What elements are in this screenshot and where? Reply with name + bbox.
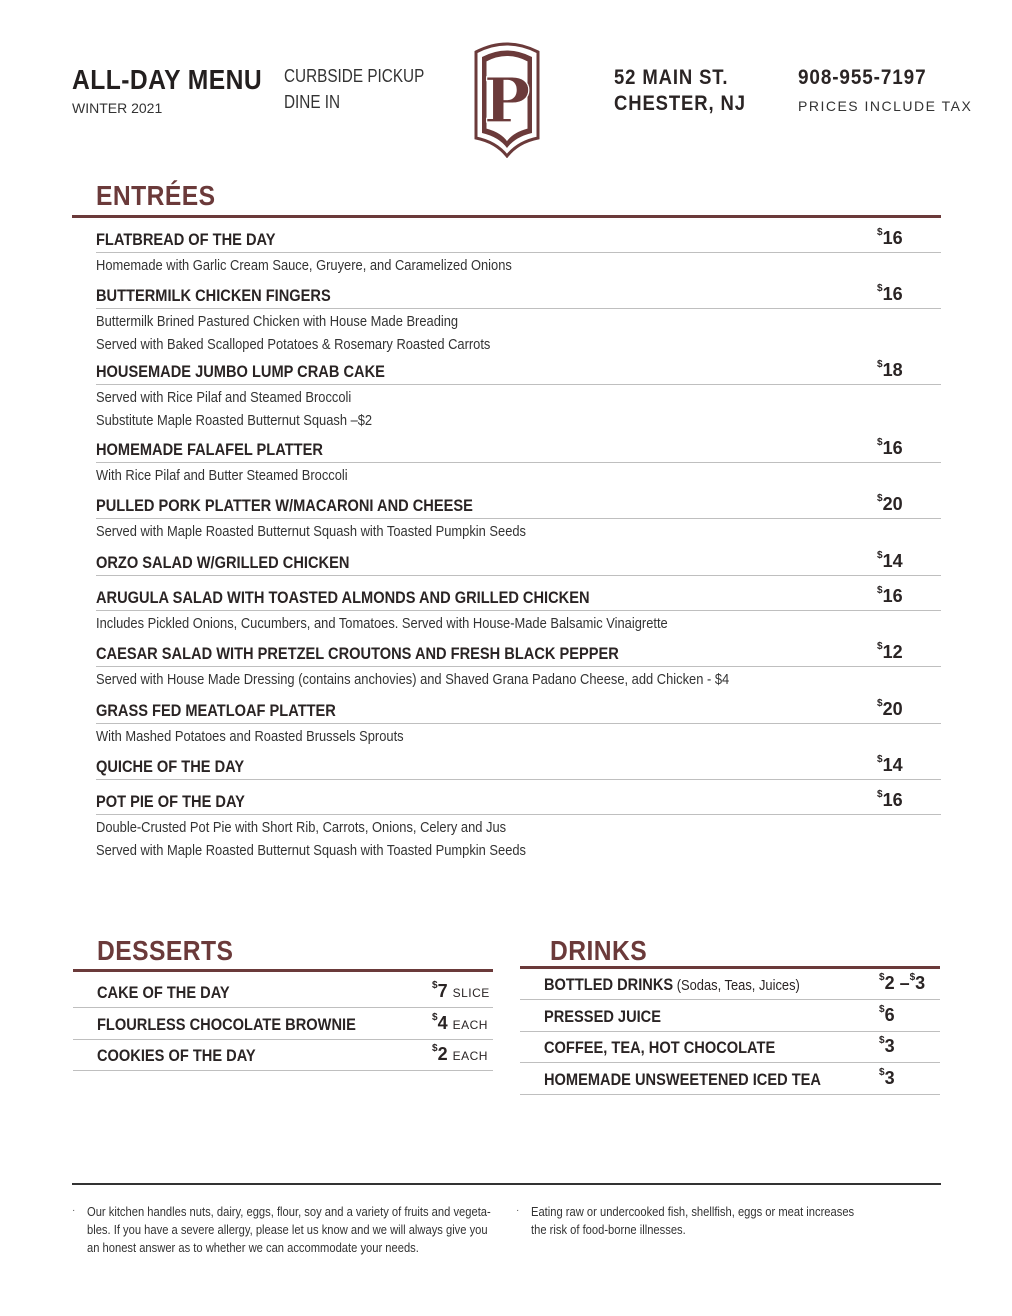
entree-description: Served with Maple Roasted Butternut Squash with Toasted Pumpkin Seeds xyxy=(96,842,527,859)
drink-name xyxy=(544,1070,821,1090)
raw-line: the risk of food-borne illnesses. xyxy=(531,1222,686,1237)
price-value: 6 xyxy=(884,1004,895,1025)
logo-letter: P xyxy=(483,64,531,137)
tax-note: PRICES INCLUDE TAX xyxy=(798,98,973,114)
drink-price xyxy=(879,973,925,994)
desserts-heading: DESSERTS xyxy=(97,935,234,966)
entree-name: ORZO SALAD W/GRILLED CHICKEN xyxy=(96,553,350,572)
drink-note: (Sodas, Teas, Juices) xyxy=(673,977,800,994)
entrees-heading: ENTRÉES xyxy=(96,180,216,211)
entree-item xyxy=(96,585,941,634)
price-value: 2 xyxy=(437,1044,448,1064)
dessert-row xyxy=(73,1040,493,1071)
entree-item xyxy=(96,698,941,747)
drink-name xyxy=(544,1007,661,1027)
drink-name xyxy=(544,1038,775,1058)
footer-bullet: · xyxy=(72,1205,76,1216)
footer-bullet: · xyxy=(516,1205,520,1216)
price-unit: EACH xyxy=(452,1017,488,1032)
price-unit: EACH xyxy=(452,1049,488,1063)
price-value: 7 xyxy=(437,981,448,1001)
entree-price xyxy=(877,755,903,776)
entree-name: BUTTERMILK CHICKEN FINGERS xyxy=(96,286,331,305)
entree-description: With Mashed Potatoes and Roasted Brussels Sprouts xyxy=(96,728,404,745)
entree-name: POT PIE OF THE DAY xyxy=(96,792,245,811)
entree-name: HOUSEMADE JUMBO LUMP CRAB CAKE xyxy=(96,362,385,381)
price-value-max: 3 xyxy=(915,973,926,993)
entree-row xyxy=(96,550,941,576)
allergy-line: Our kitchen handles nuts, dairy, eggs, flour, soy and a variety of fruits and vegeta- xyxy=(87,1204,491,1219)
dessert-row xyxy=(73,1009,493,1040)
drink-name xyxy=(544,975,800,995)
entree-description: Buttermilk Brined Pastured Chicken with House Made Breading xyxy=(96,313,459,330)
currency-sign: $ xyxy=(879,972,885,983)
entree-row xyxy=(96,789,941,815)
price-value: 4 xyxy=(437,1012,448,1033)
currency-sign: $ xyxy=(879,1066,885,1078)
drink-price xyxy=(879,1068,895,1089)
price-value: 16 xyxy=(882,284,903,304)
price-value: 18 xyxy=(882,360,903,380)
entrees-divider xyxy=(72,215,941,218)
entree-price xyxy=(877,494,903,515)
entree-row xyxy=(96,437,941,463)
entree-row xyxy=(96,754,941,780)
entree-name: FLATBREAD OF THE DAY xyxy=(96,230,276,249)
currency-sign: $ xyxy=(877,698,883,709)
entree-row xyxy=(96,359,941,385)
allergy-line: an honest answer as to whether we can accommodate your needs. xyxy=(87,1240,419,1255)
entree-item xyxy=(96,227,941,276)
dessert-name: FLOURLESS CHOCOLATE BROWNIE xyxy=(97,1014,356,1034)
entree-item xyxy=(96,641,941,690)
footer-divider xyxy=(72,1183,941,1185)
drink-price xyxy=(879,1036,895,1057)
currency-sign: $ xyxy=(909,972,916,983)
service-dine-in: DINE IN xyxy=(284,92,341,112)
raw-food-note xyxy=(531,1203,854,1239)
currency-sign: $ xyxy=(432,980,438,991)
price-value: 3 xyxy=(884,1036,895,1056)
entree-item xyxy=(96,437,941,486)
entree-row xyxy=(96,585,941,611)
drink-label: COFFEE, TEA, HOT CHOCOLATE xyxy=(544,1038,776,1057)
currency-sign: $ xyxy=(877,283,883,294)
dessert-price xyxy=(432,1044,488,1065)
entree-name: PULLED PORK PLATTER W/MACARONI AND CHEESE xyxy=(96,496,473,515)
currency-sign: $ xyxy=(877,550,883,561)
entree-name: ARUGULA SALAD WITH TOASTED ALMONDS AND GRILLED CHICKEN xyxy=(96,588,590,607)
desserts-divider xyxy=(73,969,493,972)
currency-sign: $ xyxy=(877,789,883,800)
currency-sign: $ xyxy=(877,227,883,238)
entree-description: Served with Maple Roasted Butternut Squash with Toasted Pumpkin Seeds xyxy=(96,523,527,540)
phone-number[interactable]: 908-955-7197 xyxy=(798,66,927,89)
entree-item xyxy=(96,550,941,576)
entree-item xyxy=(96,493,941,542)
entree-name: HOMEMADE FALAFEL PLATTER xyxy=(96,440,323,459)
currency-sign: $ xyxy=(877,359,883,370)
drinks-heading: DRINKS xyxy=(550,935,648,966)
price-value: 14 xyxy=(882,551,903,571)
price-value: 2 – xyxy=(884,973,910,993)
currency-sign: $ xyxy=(432,1011,438,1023)
entree-price xyxy=(877,284,903,305)
price-value: 3 xyxy=(884,1067,895,1088)
address-city: CHESTER, NJ xyxy=(614,92,746,115)
currency-sign: $ xyxy=(879,1003,885,1015)
entree-description: With Rice Pilaf and Butter Steamed Broccoli xyxy=(96,467,348,484)
entree-description: Substitute Maple Roasted Butternut Squash –$2 xyxy=(96,412,373,429)
allergy-note xyxy=(87,1203,491,1257)
entree-item xyxy=(96,359,941,431)
entree-item xyxy=(96,754,941,780)
service-curbside: CURBSIDE PICKUP xyxy=(284,66,425,86)
price-value: 12 xyxy=(882,642,903,662)
dessert-row xyxy=(73,977,493,1008)
currency-sign: $ xyxy=(877,493,883,504)
price-unit: SLICE xyxy=(452,986,490,1000)
entree-item xyxy=(96,283,941,355)
price-value: 16 xyxy=(882,438,903,458)
currency-sign: $ xyxy=(877,641,883,652)
entree-row xyxy=(96,698,941,724)
drink-row xyxy=(520,1064,940,1095)
entree-name: QUICHE OF THE DAY xyxy=(96,757,245,776)
price-value: 20 xyxy=(882,699,903,719)
entree-price xyxy=(877,228,903,249)
allergy-line: bles. If you have a severe allergy, please let us know and we will always give you xyxy=(87,1222,488,1237)
entree-description: Served with House Made Dressing (contains anchovies) and Shaved Grana Padano Cheese, add Chicken - $4 xyxy=(96,671,730,688)
drink-label: PRESSED JUICE xyxy=(544,1006,662,1026)
entree-price xyxy=(877,438,903,459)
drink-label: HOMEMADE UNSWEETENED ICED TEA xyxy=(544,1069,821,1089)
dessert-price xyxy=(432,1013,488,1034)
drink-price xyxy=(879,1005,895,1026)
drink-row xyxy=(520,1001,940,1032)
entree-name: GRASS FED MEATLOAF PLATTER xyxy=(96,701,336,720)
entree-item xyxy=(96,789,941,861)
entree-price xyxy=(877,642,903,663)
entree-price xyxy=(877,551,903,572)
entree-description: Double-Crusted Pot Pie with Short Rib, Carrots, Onions, Celery and Jus xyxy=(96,819,507,836)
entree-price xyxy=(877,586,903,607)
price-value: 16 xyxy=(882,228,903,248)
address-street: 52 MAIN ST. xyxy=(614,66,729,89)
drink-row xyxy=(520,1032,940,1063)
currency-sign: $ xyxy=(432,1043,438,1054)
currency-sign: $ xyxy=(877,754,883,765)
entree-row xyxy=(96,493,941,519)
drink-label: BOTTLED DRINKS xyxy=(544,975,674,994)
entree-price xyxy=(877,360,903,381)
menu-title: ALL-DAY MENU xyxy=(72,64,263,95)
entree-description: Includes Pickled Onions, Cucumbers, and Tomatoes. Served with House-Made Balsamic Vinaigrette xyxy=(96,615,668,632)
raw-line: Eating raw or undercooked fish, shellfish, eggs or meat increases xyxy=(531,1204,855,1219)
price-value: 20 xyxy=(882,494,903,514)
entree-row xyxy=(96,283,941,309)
dessert-name: COOKIES OF THE DAY xyxy=(97,1046,256,1065)
menu-season: WINTER 2021 xyxy=(72,100,163,116)
entree-row xyxy=(96,641,941,667)
entree-description: Served with Rice Pilaf and Steamed Broccoli xyxy=(96,389,352,406)
currency-sign: $ xyxy=(879,1035,885,1046)
price-value: 14 xyxy=(882,755,903,775)
entree-description: Homemade with Garlic Cream Sauce, Gruyere, and Caramelized Onions xyxy=(96,257,512,274)
entree-price xyxy=(877,790,903,811)
entree-description: Served with Baked Scalloped Potatoes & Rosemary Roasted Carrots xyxy=(96,336,491,353)
currency-sign: $ xyxy=(877,585,883,596)
restaurant-logo xyxy=(468,38,546,158)
price-value: 16 xyxy=(882,586,903,606)
dessert-price xyxy=(432,981,490,1002)
entree-name: CAESAR SALAD WITH PRETZEL CROUTONS AND FRESH BLACK PEPPER xyxy=(96,644,619,663)
entree-row xyxy=(96,227,941,253)
dessert-name: CAKE OF THE DAY xyxy=(97,983,230,1002)
currency-sign: $ xyxy=(877,437,883,448)
drink-row xyxy=(520,969,940,1000)
entree-price xyxy=(877,699,903,720)
price-value: 16 xyxy=(882,790,903,810)
